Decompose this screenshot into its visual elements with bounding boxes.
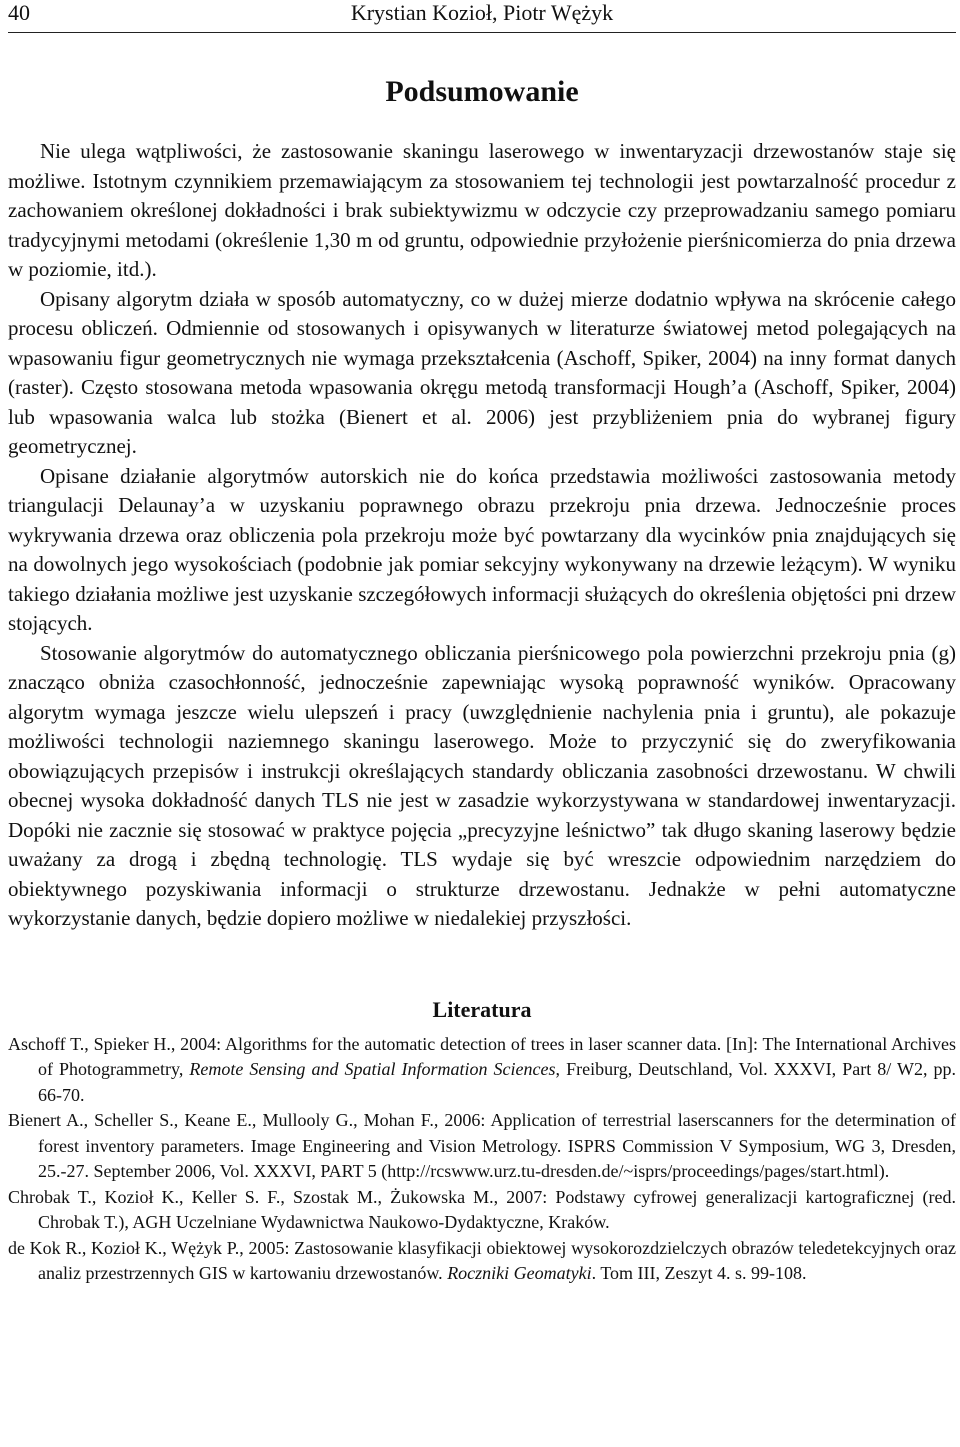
- paragraph-2: Opisany algorytm działa w sposób automatyczny, co w dużej mierze dodatnio wpływa na skrócenie całego procesu obliczeń. Odmiennie od stosowanych i opisywanych w literaturze światowej metod polegających na wpasowaniu figur geometrycznych nie wymaga przekształcenia (Aschoff, Spiker, 2004) na inny format danych (raster). Często stosowana metoda wpasowania okręgu metodą transformacji Hough’a (Aschoff, Spiker, 2004) lub wpasowania walca lub stożka (Bienert et al. 2006) jest przybliżeniem pnia do wybranej figury geometrycznej.: [8, 286, 956, 458]
- paragraph-1: Nie ulega wątpliwości, że zastosowanie skaningu laserowego w inwentaryzacji drzewostanów staje się możliwe. Istotnym czynnikiem przemawiającym za stosowaniem tej technologii jest powtarzalność procedur z zachowaniem określonej dokładności i brak subiektywizmu w odczycie czy przeprowadzaniu samego pomiaru tradycyjnymi metodami (określenie 1,30 m od gruntu, odpowiednie przyłożenie pierśnicomierza do pnia drzewa w poziomie, itd.).: [8, 139, 956, 281]
- summary-body: [8, 137, 956, 934]
- section-title: Podsumowanie: [385, 75, 579, 108]
- running-header-authors: Krystian Kozioł, Piotr Wężyk: [350, 0, 614, 25]
- running-header: [8, 0, 956, 33]
- reference-item: Bienert A., Scheller S., Keane E., Mullooly G., Mohan F., 2006: Application of terrestrial laserscanners for the determination of forest inventory parameters. Image Engineering and Vision Metrology. ISPRS Commission V Symposium, WG 3, Dresden, 25.-27. September 2006, Vol. XXXVI, PART 5 (http://rcswww.urz.tu-dresden.de/~isprs/proceedings/pages/start.html).: [8, 1110, 956, 1181]
- reference-item: Aschoff T., Spieker H., 2004: Algorithms for the automatic detection of trees in laser scanner data. [In]: The International Archives of Photogrammetry, Remote Sensing and Spatial Information Sciences, Freiburg, Deutschland, Vol. XXXVI, Part 8/ W2, pp. 66-70.: [8, 1033, 956, 1105]
- document-page: [8, 0, 956, 1287]
- references-list: [8, 1032, 956, 1287]
- reference-item: de Kok R., Kozioł K., Wężyk P., 2005: Zastosowanie klasyfikacji obiektowej wysokorozdzielczych obrazów teledetekcyjnych oraz analiz przestrzennych GIS w kartowaniu drzewostanów. Roczniki Geomatyki. Tom III, Zeszyt 4. s. 99-108.: [8, 1237, 956, 1283]
- paragraph-3: Opisane działanie algorytmów autorskich nie do końca przedstawia możliwości zastosowania metody triangulacji Delaunay’a w uzyskaniu poprawnego obrazu przekroju pnia drzewa. Jednocześnie proces wykrywania drzewa oraz obliczenia pola przekroju może być powtarzany dla wycinków pnia znajdujących się na dowolnych jego wysokościach (podobnie jak pomiar sekcyjny wykonywany na drzewie leżącym). W wyniku takiego działania możliwe jest uzyskanie szczegółowych informacji służących do określenia objętości pni drzew stojących.: [8, 463, 956, 635]
- page-number: 40: [8, 0, 30, 25]
- reference-item: Chrobak T., Kozioł K., Keller S. F., Szostak M., Żukowska M., 2007: Podstawy cyfrowej generalizacji kartograficznej (red. Chrobak T.), AGH Uczelniane Wydawnictwa Naukowo-Dydaktyczne, Kraków.: [8, 1186, 956, 1232]
- references-title: Literatura: [432, 996, 532, 1022]
- paragraph-4: Stosowanie algorytmów do automatycznego obliczania pierśnicowego pola powierzchni przekroju pnia (g) znacząco obniża czasochłonność, jednocześnie zapewniając wysoką poprawność wyników. Opracowany algorytm wymaga jeszcze wielu ulepszeń i pracy (uwzględnienie nachylenia pnia i gruntu), ale pokazuje możliwości technologii naziemnego skaningu laserowego. Może to przyczynić się do zweryfikowania obowiązujących przepisów i instrukcji określających standardy obliczania zasobności drzewostanu. W chwili obecnej wysoka dokładność danych TLS nie jest w zasadzie wykorzystywana w standardowej inwentaryzacji. Dopóki nie zacznie się stosować w praktyce pojęcia „precyzyjne leśnictwo” tak długo skaning laserowy będzie uważany za drogą i zbędną technologię. TLS wydaje się być wreszcie odpowiednim narzędziem do obiektywnego pozyskiwania informacji o strukturze drzewostanu. Jednakże w pełni automatyczne wykorzystanie danych, będzie dopiero możliwe w niedalekiej przyszłości.: [8, 640, 956, 930]
